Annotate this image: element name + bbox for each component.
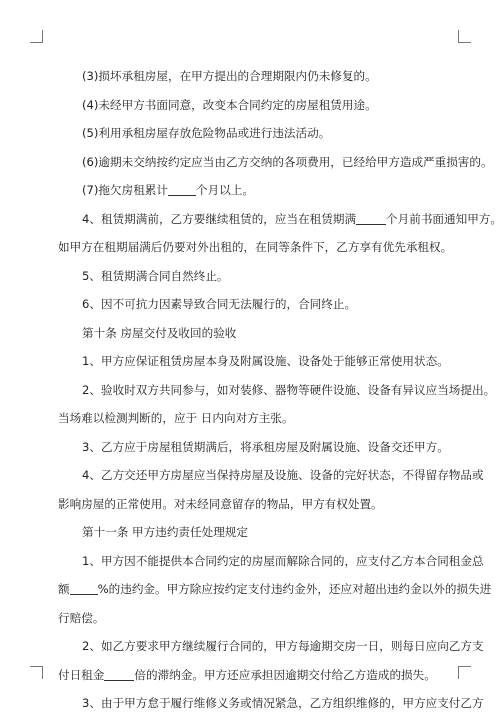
paragraph: 3、由于甲方怠于履行维修义务或情况紧急，乙方组织维修的，甲方应支付乙方 [82,696,484,710]
text-run: 额 [58,582,70,596]
text-run: 倍的滞纳金。甲方还应承担因逾期交付给乙方造成的损失。 [134,667,436,682]
paragraph: (4)未经甲方书面同意，改变本合同约定的房屋租赁用途。 [82,97,377,112]
paragraph: (5)利用承租房屋存放危险物品或进行违法活动。 [82,126,331,140]
crop-mark-top-left [30,30,43,43]
paragraph: 2、如乙方要求甲方继续履行合同的，甲方每逾期交房一日，则每日应向乙方支 [82,639,484,653]
paragraph [58,176,450,205]
paragraph: 1、甲方应保证租赁房屋本身及附属设施、设备处于能够正常使用状态。 [82,354,449,368]
paragraph: 5、租赁期满合同自然终止。 [82,268,229,283]
paragraph-continuation: 影响房屋的正常使用。对未经同意留存的物品，甲方有权处置。 [58,496,383,511]
fill-blank [70,580,98,595]
crop-mark-bottom-left [30,666,43,679]
crop-mark-top-right [458,30,471,43]
document-body [58,62,502,718]
fill-blank [168,181,196,196]
paragraph: 4、乙方交还甲方房屋应当保持房屋及设施、设备的完好状态，不得留存物品或 [82,468,484,482]
paragraph: 1、甲方因不能提供本合同约定的房屋而解除合同的，应支付乙方本合同租金总 [82,553,484,568]
paragraph [58,205,502,234]
text-run: 个月前书面通知甲方。 [386,211,502,226]
paragraph-continuation: 如甲方在租期届满后仍要对外出租的，在同等条件下，乙方享有优先承租权。 [58,240,453,254]
text-run: 个月以上。 [196,183,254,197]
text-run: 4、租赁期满前，乙方要继续租赁的，应当在租赁期满 [82,211,357,226]
paragraph: (6)逾期未交纳按约定应当由乙方交纳的各项费用，已经给甲方造成严重损害的。 [82,154,493,169]
paragraph-continuation: 当场难以检测判断的，应于 日内向对方主张。 [58,411,294,425]
paragraph-continuation [58,661,450,690]
paragraph-continuation: 行赔偿。 [58,610,105,625]
section-heading: 第十条 房屋交付及收回的验收 [82,325,237,340]
crop-mark-bottom-right [458,666,471,679]
section-heading: 第十一条 甲方违约责任处理规定 [82,525,248,539]
paragraph: 3、乙方应于房屋租赁期满后，将承租房屋及附属设施、设备交还甲方。 [82,439,449,454]
fill-blank [356,210,386,225]
text-run: %的违约金。甲方除应按约定支付违约金外，还应对超出违约金以外的损失进 [97,582,492,596]
paragraph-continuation [58,575,492,604]
fill-blank [104,666,134,681]
paragraph: (3)损坏承租房屋，在甲方提出的合理期限内仍未修复的。 [82,69,377,83]
paragraph: 2、验收时双方共同参与，如对装修、器物等硬件设施、设备有异议应当场提出。 [82,382,496,397]
text-run: 付日租金 [58,667,105,682]
text-run: (7)拖欠房租累计 [82,183,168,197]
paragraph: 6、因不可抗力因素导致合同无法履行的，合同终止。 [82,297,357,311]
